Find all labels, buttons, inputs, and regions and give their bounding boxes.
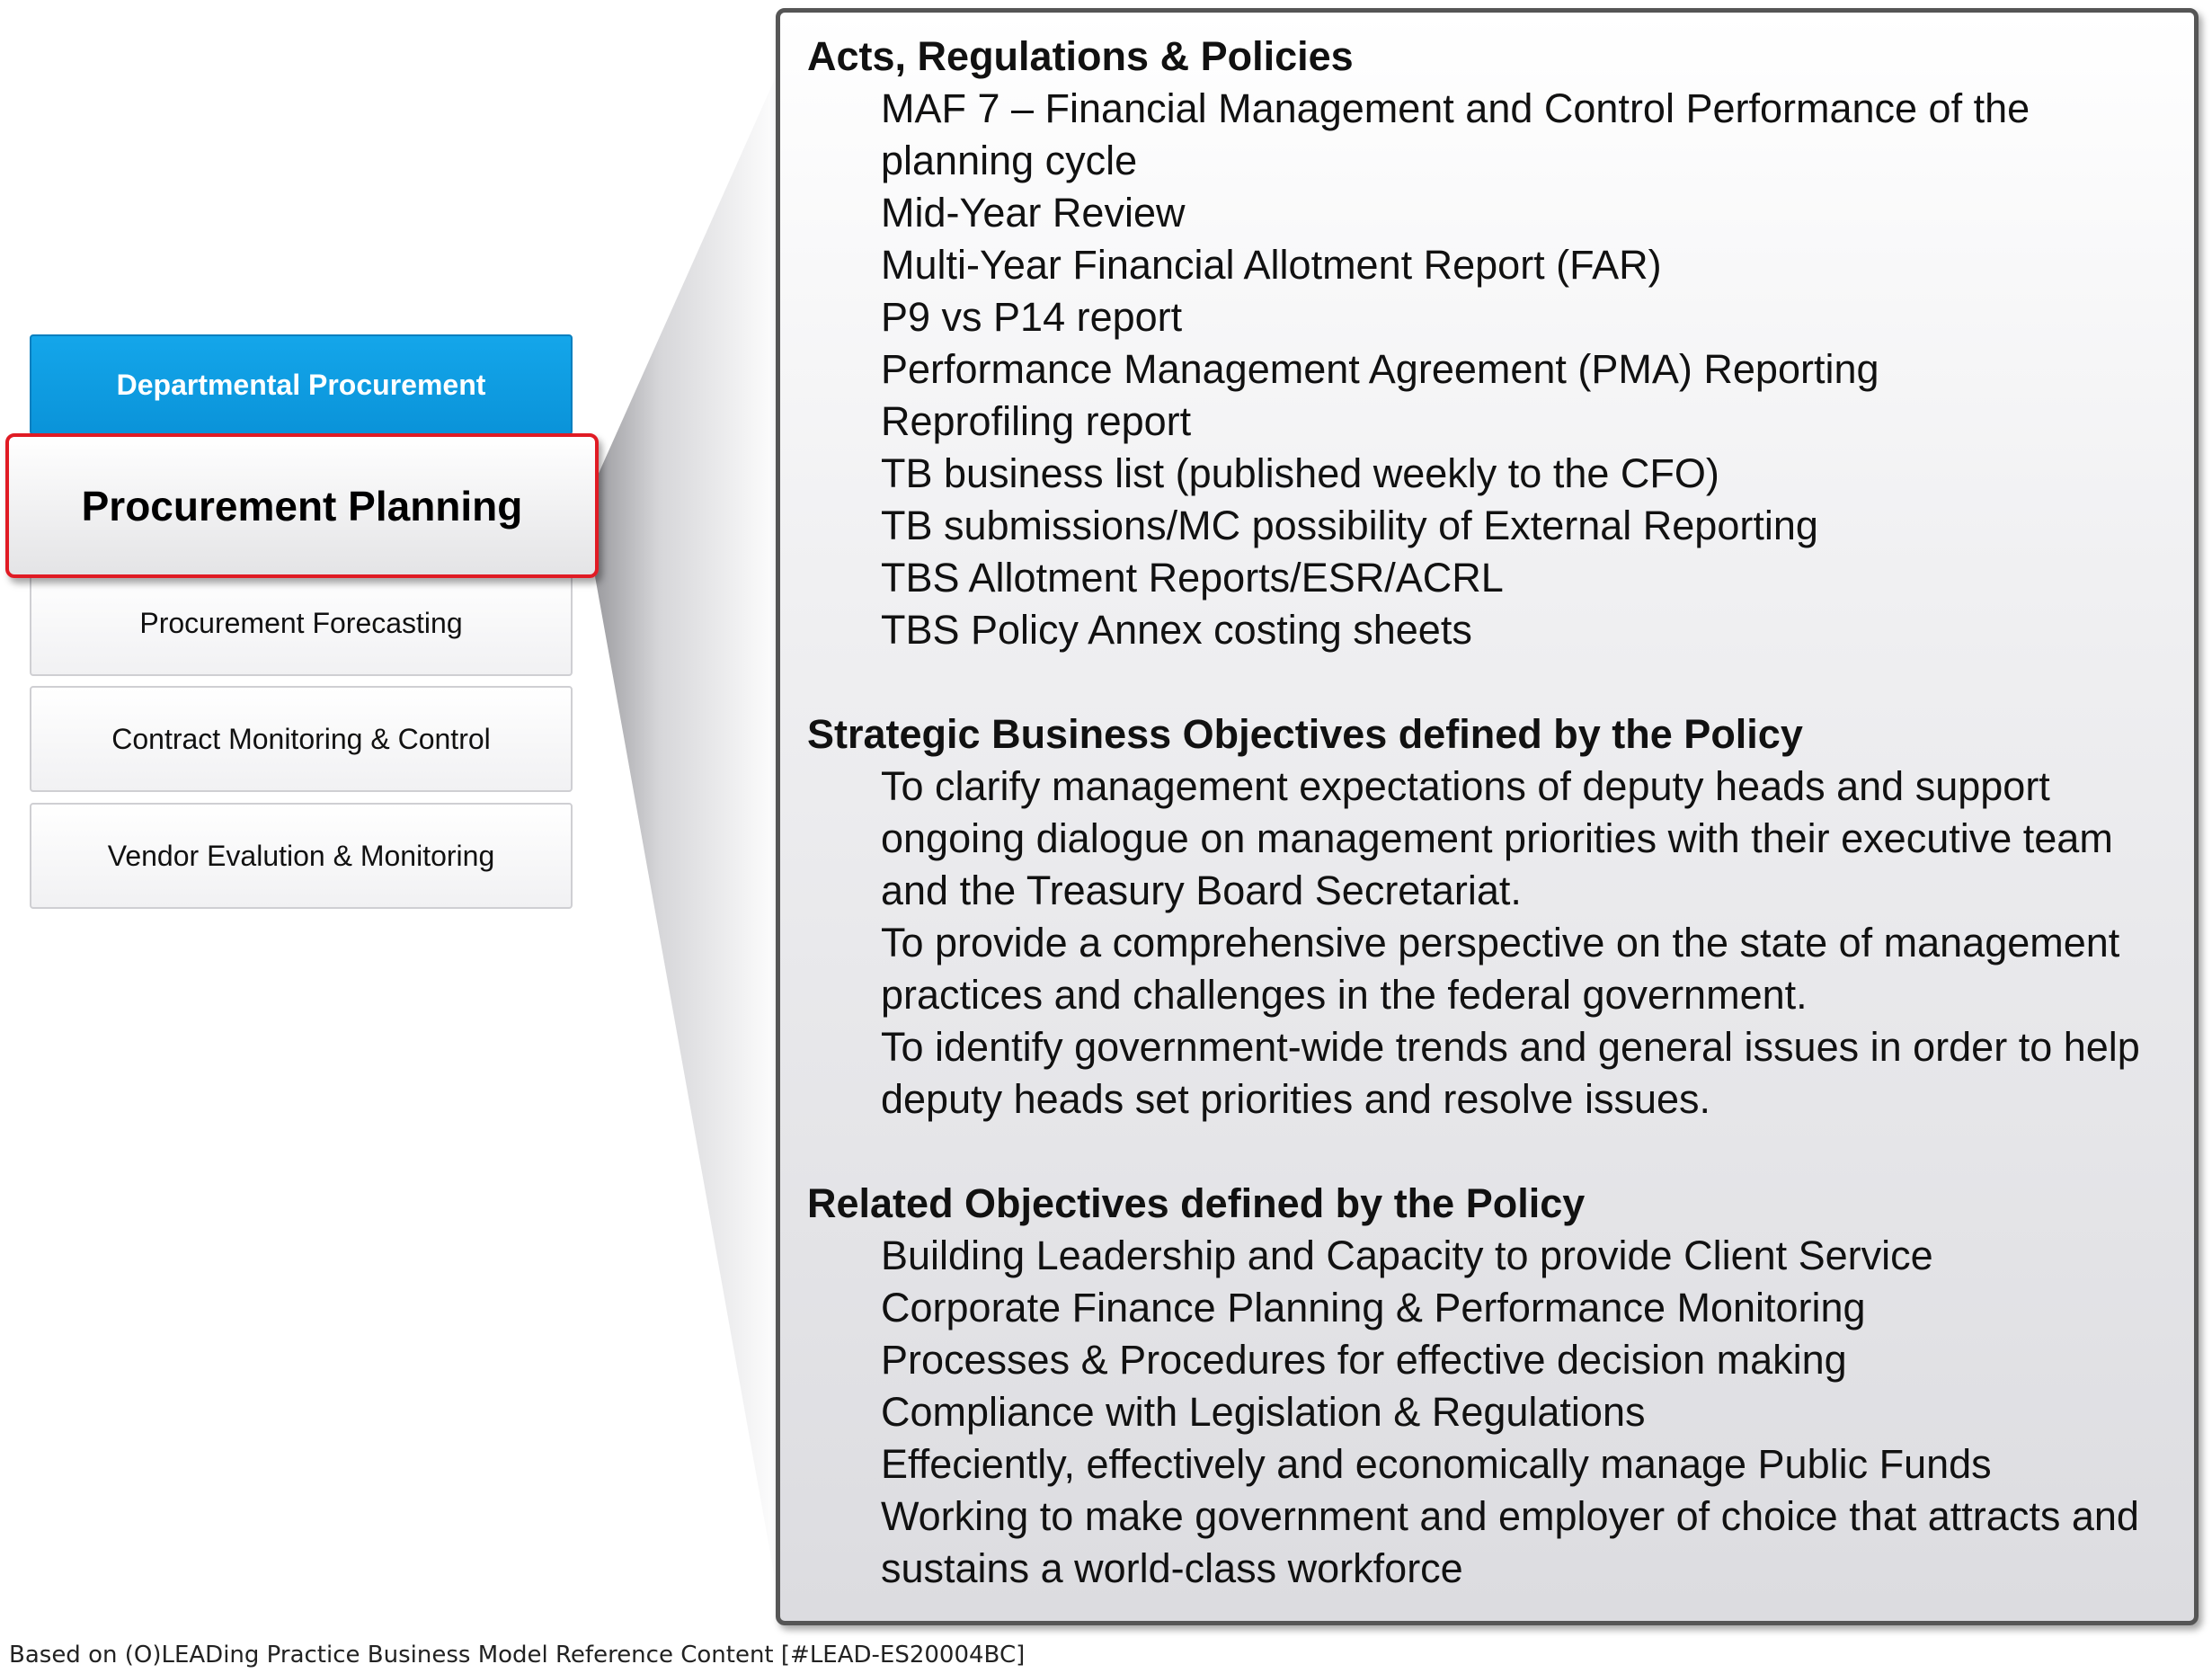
list-item: MAF 7 – Financial Management and Control Performance of the planning cycle: [881, 85, 2030, 183]
list-item: Corporate Finance Planning & Performance Monitoring: [881, 1285, 1866, 1330]
list-item: To identify government-wide trends and general issues in order to help deputy heads set priorities and resolve issues.: [881, 1024, 2140, 1122]
category-header[interactable]: [30, 334, 573, 435]
list-item: Multi-Year Financial Allotment Report (FAR): [881, 242, 1662, 288]
list-item: Effeciently, effectively and economically manage Public Funds: [881, 1441, 1992, 1487]
section-title: Strategic Business Objectives defined by the Policy: [807, 711, 1803, 757]
section-related-objectives: [807, 1178, 2176, 1595]
list-item: Processes & Procedures for effective decision making: [881, 1337, 1847, 1383]
list-item: Performance Management Agreement (PMA) Reporting: [881, 346, 1879, 392]
list-item: TBS Policy Annex costing sheets: [881, 607, 1472, 653]
list-item: Working to make government and employer of choice that attracts and sustains a world-class workforce: [881, 1493, 2139, 1591]
list-item: Reprofiling report: [881, 398, 1192, 444]
process-card-forecasting[interactable]: [30, 570, 573, 676]
process-card-label: Vendor Evalution & Monitoring: [107, 839, 495, 872]
section-title: Acts, Regulations & Policies: [807, 33, 1354, 79]
process-card-label: Procurement Forecasting: [139, 606, 463, 639]
section-acts-regulations: [807, 31, 2176, 656]
list-item: P9 vs P14 report: [881, 294, 1183, 340]
process-card-vendor-evaluation[interactable]: [30, 803, 573, 909]
process-card-contract-monitoring[interactable]: [30, 686, 573, 792]
selected-process-card[interactable]: [5, 433, 599, 578]
policy-detail-panel: [776, 8, 2199, 1625]
section-strategic-objectives: [807, 708, 2176, 1126]
process-card-label: Contract Monitoring & Control: [111, 722, 491, 755]
selected-process-label: Procurement Planning: [81, 482, 523, 529]
list-item: TB submissions/MC possibility of External Reporting: [881, 503, 1818, 548]
list-item: Building Leadership and Capacity to provide Client Service: [881, 1233, 1933, 1278]
list-item: To provide a comprehensive perspective on the state of management practices and challenges in the federal government.: [881, 920, 2120, 1018]
list-item: To clarify management expectations of deputy heads and support ongoing dialogue on management priorities with their executive team and the Treasury Board Secretariat.: [881, 763, 2113, 913]
section-item-list: [807, 83, 2176, 656]
section-title: Related Objectives defined by the Policy: [807, 1180, 1586, 1226]
source-footer: Based on (O)LEADing Practice Business Model Reference Content [#LEAD-ES20004BC]: [9, 1642, 1026, 1669]
section-item-list: [807, 761, 2176, 1126]
list-item: Compliance with Legislation & Regulations: [881, 1389, 1646, 1435]
list-item: TBS Allotment Reports/ESR/ACRL: [881, 555, 1504, 601]
section-item-list: [807, 1230, 2176, 1595]
list-item: Mid-Year Review: [881, 190, 1186, 236]
category-header-label: Departmental Procurement: [116, 368, 486, 401]
list-item: TB business list (published weekly to the CFO): [881, 450, 1719, 496]
